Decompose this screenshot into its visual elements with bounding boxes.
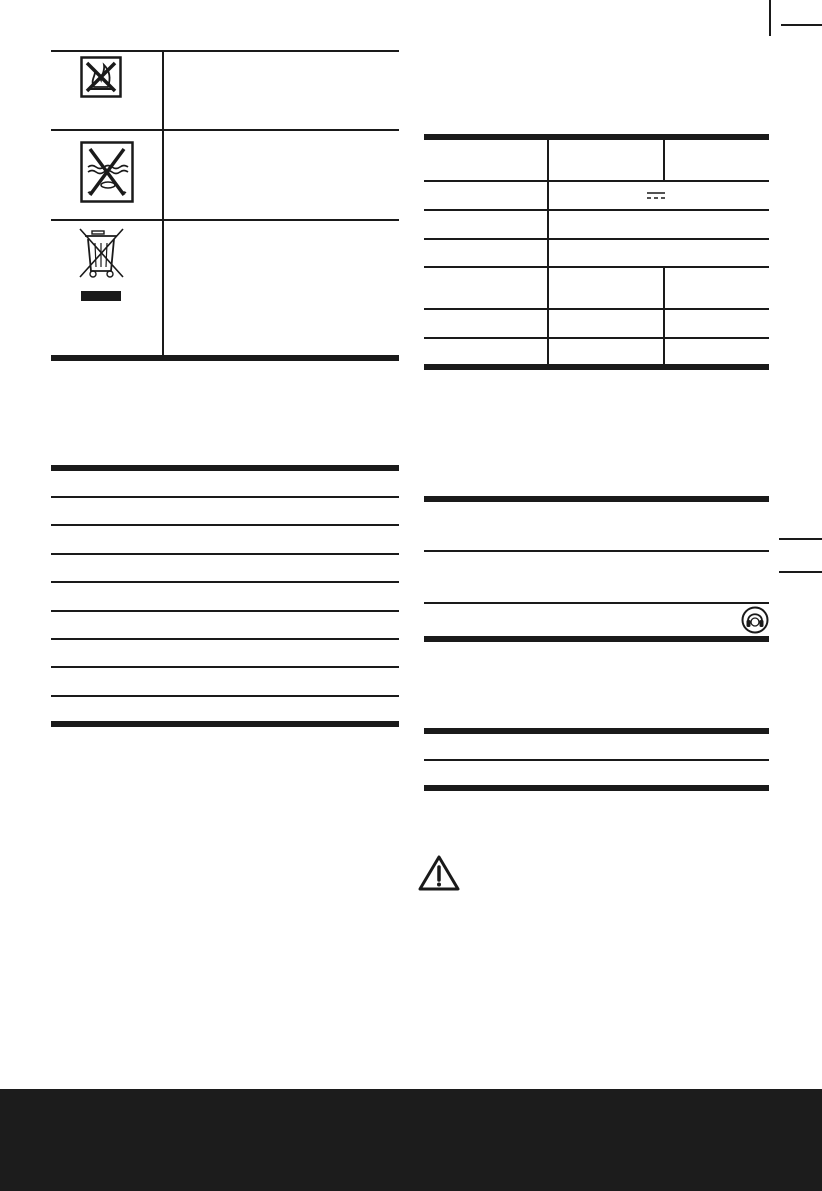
- accessories-table-bottom-rule: [51, 721, 399, 727]
- footer-band: [0, 1089, 822, 1191]
- specs-table-bottom-rule: [424, 364, 769, 370]
- noise-table-top-rule: [424, 496, 769, 502]
- specs-table-row-rule: [424, 308, 769, 310]
- noise-table-row-rule: [424, 550, 769, 552]
- specs-table-column-divider-1: [547, 134, 549, 366]
- weee-crossed-bin-icon: [76, 227, 126, 303]
- specs-table-column-divider-2a: [663, 134, 665, 181]
- dc-voltage-icon: [646, 191, 666, 201]
- symbols-table-top-rule: [51, 50, 399, 52]
- warning-triangle-icon: [417, 854, 461, 892]
- specs-table-top-rule: [424, 134, 769, 140]
- accessories-table-top-rule: [51, 465, 399, 471]
- accessories-table-row-rule: [51, 610, 399, 612]
- noise-table-row-rule: [424, 602, 769, 604]
- accessories-table-row-rule: [51, 581, 399, 583]
- crop-mark-top-right-horizontal: [781, 24, 822, 26]
- side-tab-line-top: [779, 538, 822, 540]
- vibration-table-top-rule: [424, 728, 769, 734]
- accessories-table-row-rule: [51, 553, 399, 555]
- specs-table-row-rule: [424, 266, 769, 268]
- accessories-table-row-rule: [51, 666, 399, 668]
- accessories-table-row-rule: [51, 638, 399, 640]
- crop-mark-top-right-vertical: [769, 0, 771, 36]
- specs-table-row-rule: [424, 337, 769, 339]
- symbols-table-row-rule: [51, 129, 399, 131]
- specs-table-column-divider-2b: [663, 267, 665, 366]
- specs-table-row-rule: [424, 238, 769, 240]
- vibration-table-row-rule: [424, 759, 769, 761]
- accessories-table-row-rule: [51, 524, 399, 526]
- accessories-table-row-rule: [51, 695, 399, 697]
- symbols-table-column-divider: [162, 50, 164, 356]
- symbols-table-row-rule: [51, 219, 399, 221]
- symbols-table-bottom-rule: [51, 355, 399, 361]
- ear-protection-icon: [741, 606, 769, 634]
- noise-table-bottom-rule: [424, 636, 769, 642]
- side-tab-line-bottom: [779, 571, 822, 573]
- no-fire-disposal-icon: [80, 56, 122, 98]
- no-water-disposal-icon: [80, 141, 134, 203]
- accessories-table-row-rule: [51, 496, 399, 498]
- specs-table-row-rule: [424, 180, 769, 182]
- vibration-table-bottom-rule: [424, 785, 769, 791]
- specs-table-row-rule: [424, 209, 769, 211]
